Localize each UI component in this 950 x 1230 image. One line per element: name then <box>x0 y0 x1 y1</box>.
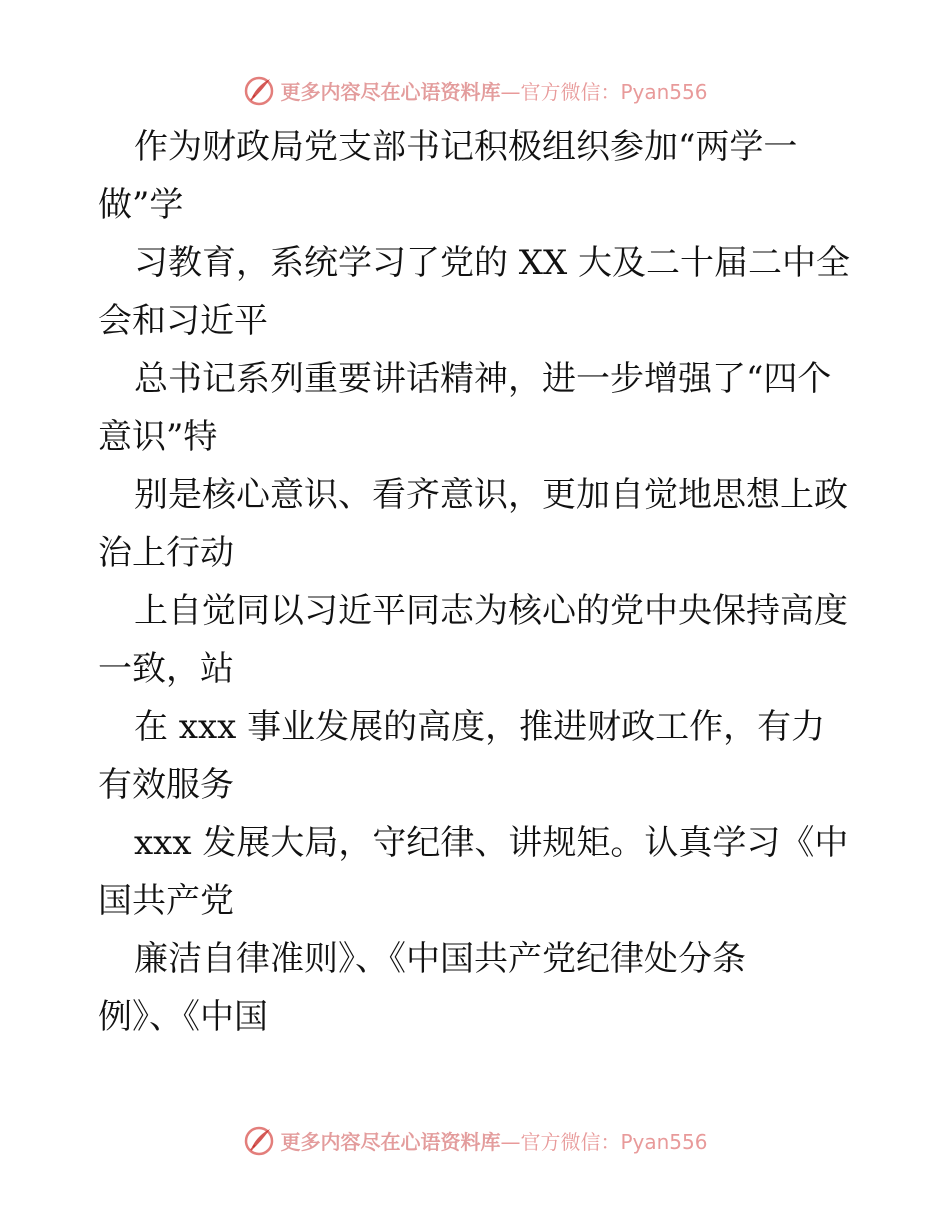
document-body <box>98 118 858 1046</box>
footer-watermark <box>0 1120 950 1160</box>
body-line: 会和习近平 <box>98 301 268 341</box>
body-line: 作为财政局党支部书记积极组织参加“两学一 <box>134 127 798 167</box>
watermark-brand: 更多内容尽在心语资料库 <box>280 79 501 104</box>
watermark-contact: —官方微信：Pyan556 <box>500 1129 708 1154</box>
watermark-brand: 更多内容尽在心语资料库 <box>280 1129 501 1154</box>
body-line: xxx 发展大局，守纪律、讲规矩。认真学习《中 <box>134 823 849 863</box>
body-line: 意识”特 <box>98 417 218 457</box>
body-line: 例》、《中国 <box>98 997 268 1037</box>
header-watermark <box>0 70 950 110</box>
body-line: 上自觉同以习近平同志为核心的党中央保持高度 <box>134 591 848 631</box>
feather-pen-logo-icon <box>242 73 276 107</box>
watermark-text <box>280 1126 707 1155</box>
body-line: 国共产党 <box>98 881 234 921</box>
body-line: 有效服务 <box>98 765 234 805</box>
body-line: 一致，站 <box>98 649 234 689</box>
body-line: 做”学 <box>98 185 184 225</box>
body-line: 治上行动 <box>98 533 234 573</box>
body-line: 别是核心意识、看齐意识，更加自觉地思想上政 <box>134 475 848 515</box>
feather-pen-logo-icon <box>242 1123 276 1157</box>
body-line: 在 xxx 事业发展的高度，推进财政工作，有力 <box>134 707 826 747</box>
body-line: 总书记系列重要讲话精神，进一步增强了“四个 <box>134 359 832 399</box>
watermark-contact: —官方微信：Pyan556 <box>500 79 708 104</box>
body-line: 廉洁自律准则》、《中国共产党纪律处分条 <box>134 939 746 979</box>
watermark-text <box>280 76 707 105</box>
body-line: 习教育，系统学习了党的 XX 大及二十届二中全 <box>134 243 851 283</box>
